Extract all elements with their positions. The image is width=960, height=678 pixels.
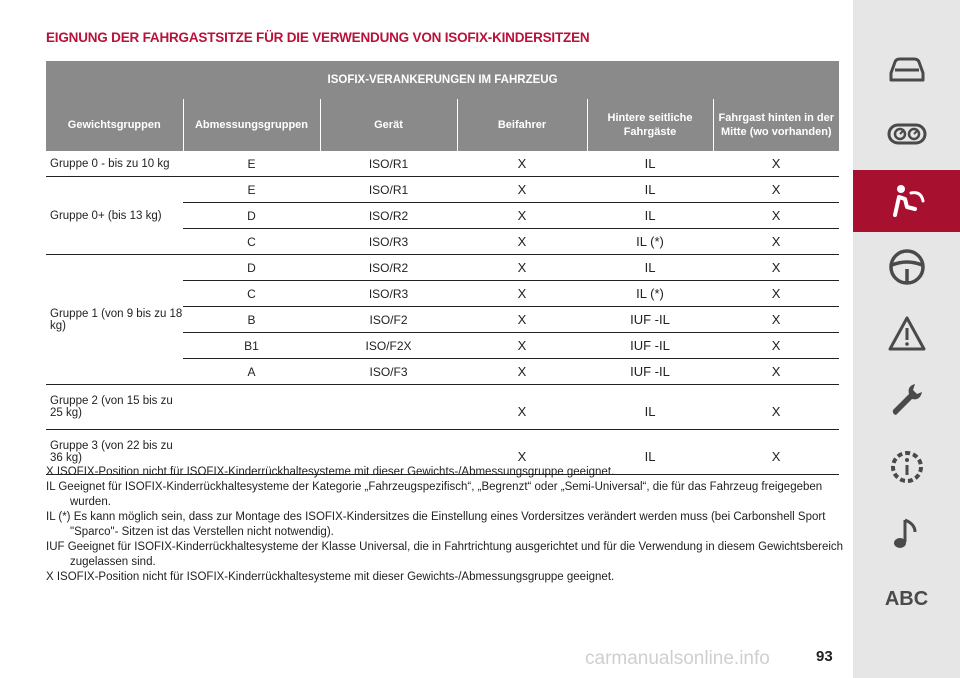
device-cell: ISO/R3 <box>320 229 457 255</box>
info-gear-icon <box>885 445 929 489</box>
nav-dashboard[interactable] <box>853 103 960 165</box>
rear-center-cell: X <box>713 281 839 307</box>
rear-side-cell: IUF -IL <box>587 333 713 359</box>
table-row <box>46 255 839 281</box>
size-cell: A <box>183 359 320 385</box>
front-passenger-cell: X <box>457 430 587 475</box>
nav-index[interactable] <box>853 568 960 630</box>
front-passenger-cell: X <box>457 385 587 430</box>
device-cell: ISO/R1 <box>320 177 457 203</box>
warning-triangle-icon <box>885 312 929 356</box>
size-cell: C <box>183 281 320 307</box>
dashboard-gauges-icon <box>885 112 929 156</box>
rear-center-cell: X <box>713 229 839 255</box>
front-passenger-cell: X <box>457 307 587 333</box>
size-cell: D <box>183 255 320 281</box>
note-line: X ISOFIX-Position nicht für ISOFIX-Kinderrückhaltesysteme mit dieser Gewichts-/Abmessungsgruppe geeignet. <box>46 571 615 583</box>
rear-side-cell: IL <box>587 177 713 203</box>
front-passenger-cell: X <box>457 281 587 307</box>
size-cell: E <box>183 177 320 203</box>
device-cell: ISO/F2X <box>320 333 457 359</box>
car-icon <box>885 47 929 91</box>
rear-center-cell: X <box>713 255 839 281</box>
airbag-seat-icon <box>885 179 929 223</box>
rear-center-cell: X <box>713 359 839 385</box>
size-cell: D <box>183 203 320 229</box>
front-passenger-cell: X <box>457 255 587 281</box>
rear-side-cell: IL (*) <box>587 229 713 255</box>
music-note-icon <box>885 512 929 556</box>
rear-center-cell: X <box>713 333 839 359</box>
nav-safety[interactable] <box>853 170 960 232</box>
page-title: EIGNUNG DER FAHRGASTSITZE FÜR DIE VERWENDUNG VON ISOFIX-KINDERSITZEN <box>46 30 590 45</box>
rear-center-cell: X <box>713 203 839 229</box>
front-passenger-cell: X <box>457 203 587 229</box>
size-cell: B <box>183 307 320 333</box>
group-cell: Gruppe 2 (von 15 bis zu 25 kg) <box>46 385 183 430</box>
rear-side-cell: IL <box>587 255 713 281</box>
rear-side-cell: IL <box>587 385 713 430</box>
steering-wheel-icon <box>885 245 929 289</box>
column-header: Fahrgast hinten in der Mitte (wo vorhanden) <box>713 99 839 151</box>
legend-notes <box>46 465 846 585</box>
device-cell: ISO/F2 <box>320 307 457 333</box>
device-cell: ISO/F3 <box>320 359 457 385</box>
rear-side-cell: IUF -IL <box>587 359 713 385</box>
column-header: Beifahrer <box>457 99 587 151</box>
size-cell: E <box>183 151 320 177</box>
abc-icon: ABC <box>884 587 929 610</box>
rear-side-cell: IL <box>587 151 713 177</box>
nav-technical-data[interactable] <box>853 436 960 498</box>
group-cell: Gruppe 0 - bis zu 10 kg <box>46 151 183 177</box>
device-cell: ISO/R2 <box>320 255 457 281</box>
front-passenger-cell: X <box>457 359 587 385</box>
size-cell: B1 <box>183 333 320 359</box>
nav-warnings[interactable] <box>853 303 960 365</box>
rear-center-cell: X <box>713 177 839 203</box>
table-row <box>46 151 839 177</box>
column-header: Hintere seitliche Fahrgäste <box>587 99 713 151</box>
isofix-table <box>46 61 839 475</box>
note-line: IUF Geeignet für ISOFIX-Kinderrückhaltesysteme der Klasse Universal, die in Fahrtrichtung ausgerichtet und für die Verwendung in diesem Gewichtsbereich zugelassen sind. <box>46 541 844 568</box>
note-line: IL (*) Es kann möglich sein, dass zur Montage des ISOFIX-Kindersitzes die Einstellung eines Vordersitzes verändert werden muss (bei Carbonshell Sport "Sparco"- Sitzen ist das Verstellen nicht notwendig). <box>46 511 826 538</box>
chapter-sidebar <box>853 0 960 678</box>
device-cell <box>320 385 457 430</box>
column-header: Abmessungsgruppen <box>183 99 320 151</box>
wrench-icon <box>885 378 929 422</box>
front-passenger-cell: X <box>457 151 587 177</box>
rear-center-cell: X <box>713 385 839 430</box>
page-number: 93 <box>816 648 833 665</box>
nav-car[interactable] <box>853 38 960 100</box>
size-cell <box>183 385 320 430</box>
rear-center-cell: X <box>713 151 839 177</box>
group-cell: Gruppe 1 (von 9 bis zu 18 kg) <box>46 255 183 385</box>
column-header: Gerät <box>320 99 457 151</box>
rear-side-cell: IL <box>587 430 713 475</box>
front-passenger-cell: X <box>457 333 587 359</box>
rear-side-cell: IL <box>587 203 713 229</box>
group-cell: Gruppe 0+ (bis 13 kg) <box>46 177 183 255</box>
table-band-header: ISOFIX-VERANKERUNGEN IM FAHRZEUG <box>46 61 839 99</box>
rear-side-cell: IUF -IL <box>587 307 713 333</box>
rear-side-cell: IL (*) <box>587 281 713 307</box>
note-line: IL Geeignet für ISOFIX-Kinderrückhaltesysteme der Kategorie „Fahrzeugspezifisch“, „Begrenzt“ oder „Semi-Universal“, die für das Fahrzeug freigegeben wurden. <box>46 481 823 508</box>
nav-maintenance[interactable] <box>853 369 960 431</box>
device-cell: ISO/R2 <box>320 203 457 229</box>
rear-center-cell: X <box>713 307 839 333</box>
table-row <box>46 177 839 203</box>
device-cell: ISO/R1 <box>320 151 457 177</box>
watermark: carmanualsonline.info <box>585 648 770 669</box>
column-header: Gewichtsgruppen <box>46 99 183 151</box>
nav-driving[interactable] <box>853 236 960 298</box>
front-passenger-cell: X <box>457 177 587 203</box>
front-passenger-cell: X <box>457 229 587 255</box>
nav-multimedia[interactable] <box>853 503 960 565</box>
rear-center-cell: X <box>713 430 839 475</box>
table-row <box>46 385 839 430</box>
note-line: X ISOFIX-Position nicht für ISOFIX-Kinderrückhaltesysteme mit dieser Gewichts-/Abmessungsgruppe geeignet. <box>46 466 615 478</box>
device-cell: ISO/R3 <box>320 281 457 307</box>
group-cell: Gruppe 3 (von 22 bis zu 36 kg) <box>46 430 183 475</box>
size-cell: C <box>183 229 320 255</box>
